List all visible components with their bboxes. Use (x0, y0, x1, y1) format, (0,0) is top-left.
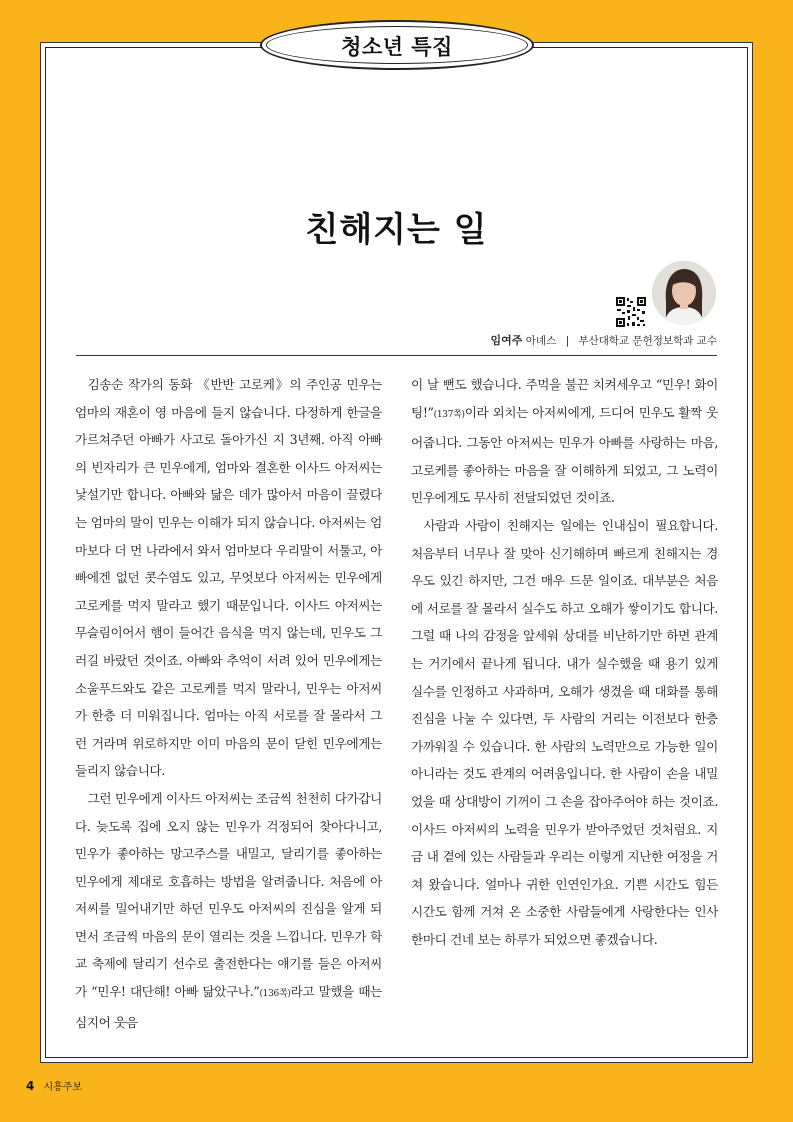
page-reference: (137쪽) (433, 409, 465, 420)
paragraph-text: 이 날 뻔도 했습니다. 주먹을 불끈 치켜세우고 “민우! 화이팅!” (411, 377, 718, 420)
paragraph (75, 785, 382, 1036)
article-title: 친해지는 일 (305, 210, 488, 250)
author-affiliation: 부산대학교 문헌정보학과 교수 (578, 335, 717, 347)
publication-name: 시흥주보 (43, 1082, 83, 1093)
qr-code-icon[interactable] (615, 296, 647, 328)
paragraph: 사람과 사람이 친해지는 일에는 인내심이 필요합니다. 처음부터 너무나 잘 맞아 신기해하며 빠르게 친해지는 경우도 있긴 하지만, 그건 매우 드문 일이죠. 대부분은 처음에 서로를 잘 몰라서 실수도 하고 오해가 쌓이기도 합니다. 그럴 때 나의 감정을 앞세워 상대를 비난하기만 하면 관계는 거기에서 끝나게 됩니다. 내가 실수했을 때 용기 있게 실수를 인정하고 사과하며, 오해가 생겼을 때 대화를 통해 진심을 나눌 수 있다면, 두 사람의 거리는 이전보다 한층 가까워질 수 있습니다. 한 사람의 노력만으로 가능한 일이 아니라는 것도 관계의 어려움입니다. 한 사람이 손을 내밀었을 때 상대방이 기꺼이 그 손을 잡아주어야 하는 것이죠. 이사드 아저씨의 노력을 민우가 받아주었던 것처럼요. 지금 내 곁에 있는 사람들과 우리는 이렇게 지난한 여정을 거쳐 왔습니다. 얼마나 귀한 인연인가요. 기쁜 시간도 힘든 시간도 함께 거쳐 온 소중한 사람들에게 사랑한다는 인사 한마디 건네 보는 하루가 되었으면 좋겠습니다. (411, 517, 718, 947)
section-label: 청소년 특집 (341, 35, 453, 59)
page-number: 4 (26, 1079, 35, 1093)
page-reference: (136쪽) (259, 989, 291, 1000)
byline-divider: | (565, 335, 570, 347)
author-byline (491, 332, 717, 348)
header-divider (76, 355, 717, 356)
right-column (411, 371, 718, 953)
author-photo (652, 261, 716, 325)
author-name: 임여주 (490, 334, 523, 347)
paragraph-text: 라고 말했을 때는 심지어 웃음 (75, 984, 382, 1030)
section-header-badge (260, 20, 534, 70)
page-footer (26, 1075, 82, 1094)
paragraph-text: 그런 민우에게 이사드 아저씨는 조금씩 천천히 다가갑니다. 늦도록 집에 오지 않는 민우가 걱정되어 찾아다니고, 민우가 좋아하는 망고주스를 내밀고, 달리기를 좋아하는 민우에게 제대로 호흡하는 방법을 알려줍니다. 처음에 아저씨를 밀어내기만 하던 민우도 아저씨의 진심을 알게 되면서 조금씩 마음의 문이 열리는 것을 느낍니다. 민우가 학교 축제에 달리기 선수로 출전한다는 얘기를 들은 아저씨가 “민우! 대단해! 아빠 닮았구나.” (75, 790, 382, 1000)
paragraph-text: 이라 외치는 아저씨에게, 드디어 민우도 활짝 웃어줍니다. 그동안 아저씨는 민우가 아빠를 사랑하는 마음, 고로케를 좋아하는 마음을 잘 이해하게 되었고, 그 노력이 민우에게도 무사히 전달되었던 것이죠. (411, 404, 718, 506)
left-column (75, 371, 382, 1036)
author-role: 아녜스 (525, 335, 557, 347)
paragraph: 김송순 작가의 동화 《반반 고로케》의 주인공 민우는 엄마의 재혼이 영 마음에 들지 않습니다. 다정하게 한글을 가르쳐주던 아빠가 사고로 돌아가신 지 3년째. 아직 아빠의 빈자리가 큰 민우에게, 엄마와 결혼한 이사드 아저씨는 낯설기만 합니다. 아빠와 닮은 데가 많아서 마음이 끌렸다는 엄마의 말이 민우는 이해가 되지 않습니다. 아저씨는 엄마보다 더 먼 나라에서 와서 엄마보다 우리말이 서툴고, 아빠에겐 없던 콧수염도 있고, 무엇보다 아저씨는 민우에게 고로케를 먹지 말라고 했기 때문입니다. 이사드 아저씨는 무슬림이어서 햄이 들어간 음식을 먹지 않는데, 민우도 그러길 바랐던 것이죠. 아빠와 추억이 서려 있어 민우에게는 소울푸드와도 같은 고로케를 먹지 말라니, 민우는 아저씨가 한층 더 미워집니다. 엄마는 아직 서로를 잘 몰라서 그런 거라며 위로하지만 이미 마음의 문이 닫힌 민우에게는 들리지 않습니다. (75, 377, 382, 779)
paragraph (411, 371, 718, 512)
